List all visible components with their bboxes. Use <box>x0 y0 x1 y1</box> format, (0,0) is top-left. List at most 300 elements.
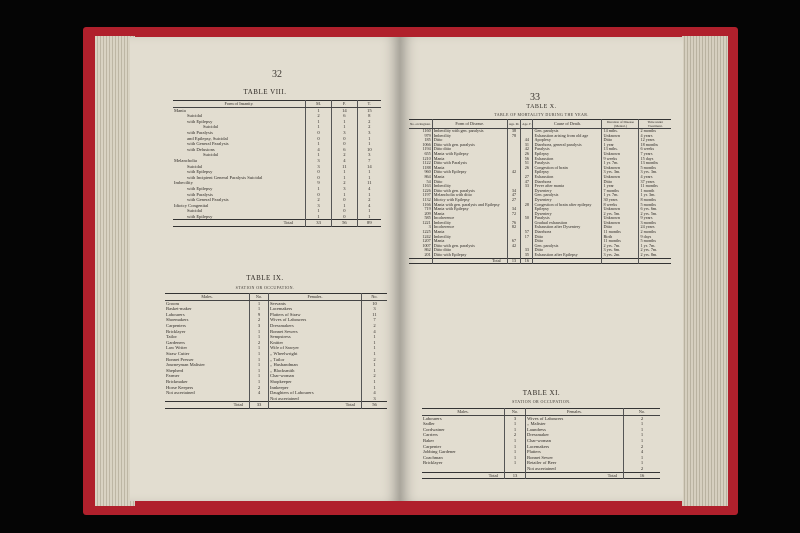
register-number: 1221 <box>422 220 431 225</box>
table9-header: Females. <box>269 294 362 301</box>
table8-total-m: 33 <box>306 220 332 227</box>
table10-header: Time under Treatment. <box>639 120 671 129</box>
count-t: 1 <box>357 141 381 147</box>
table8-total-label: Total <box>283 220 293 226</box>
male-occupation: Horse Keepers <box>166 384 194 390</box>
disease-duration: Unknown <box>602 166 639 171</box>
table11-total-row <box>422 472 660 479</box>
age-f: 26 <box>521 166 533 171</box>
table10-total-row <box>409 258 671 264</box>
table10-body <box>409 129 671 259</box>
age-m: 76 <box>507 221 521 226</box>
register-number: 1197 <box>422 193 431 198</box>
count-m: 3 <box>306 158 332 164</box>
female-count: 1 <box>362 379 388 385</box>
female-count: 4 <box>624 449 661 455</box>
male-count: 4 <box>250 390 269 396</box>
table11-title: TABLE XI. <box>522 389 561 397</box>
treatment-time: 2 yrs. 5m. <box>639 212 671 217</box>
male-count: 2 <box>505 432 526 438</box>
disease-duration: 1 yr. 7m. <box>602 161 639 166</box>
disease-duration: 11 months <box>602 239 639 244</box>
treatment-time: 37 years <box>639 180 671 185</box>
insanity-form: with General Paralysis <box>187 197 229 203</box>
disease-duration: Unknown <box>602 216 639 221</box>
treatment-time: 2 yrs. 7m. <box>639 248 671 253</box>
cause-of-death: Exhaustion arising from old age <box>533 134 602 139</box>
count-t: 1 <box>357 208 381 214</box>
female-count: 1 <box>624 455 661 461</box>
count-t: 2 <box>357 197 381 203</box>
age-f: 33 <box>521 248 533 253</box>
male-occupation: Bricklayer <box>423 460 443 466</box>
insanity-form: Idiotcy Congenital <box>174 202 209 208</box>
female-count: 3 <box>362 396 388 402</box>
count-f: 0 <box>332 214 358 220</box>
female-occupation: Bonnet Sewer <box>526 455 624 461</box>
disease-duration: Ditto <box>602 138 639 143</box>
register-number: 585 <box>424 216 431 221</box>
male-count: 1 <box>250 300 269 306</box>
register-number: 3 <box>428 225 431 230</box>
female-occupation: Retailer of Beer <box>526 460 624 466</box>
count-t: 11 <box>357 180 381 186</box>
count-f: 1 <box>332 119 358 125</box>
male-count: 1 <box>250 345 269 351</box>
insanity-form: Mania <box>174 107 186 113</box>
cause-of-death: Diarrhoea <box>533 180 602 185</box>
female-occupation: ,, Wheelwright <box>269 351 362 357</box>
disease-duration: Unknown <box>602 175 639 180</box>
count-t: 1 <box>357 214 381 220</box>
disease-form: Mania with Epilepsy <box>432 152 507 157</box>
cause-of-death: Congestion of brain <box>533 166 602 171</box>
register-number: 1210 <box>422 156 431 161</box>
disease-duration: 13 mths. <box>602 147 639 152</box>
treatment-time: 12 years <box>639 138 671 143</box>
female-occupation: Char-woman <box>269 373 362 379</box>
treatment-time: 4 years <box>639 175 671 180</box>
count-t: 1 <box>357 169 381 175</box>
count-t: 8 <box>357 113 381 119</box>
table10-header: Age. M. <box>507 120 521 129</box>
disease-duration: Unknown <box>602 207 639 212</box>
male-count: 1 <box>250 334 269 340</box>
table9-male-total: 33 <box>250 402 269 409</box>
count-m: 0 <box>306 175 332 181</box>
register-number: 209 <box>424 211 431 216</box>
table11-body <box>422 415 660 472</box>
register-number: 1207 <box>422 239 431 244</box>
disease-form: Ditto with gen. paralysis <box>432 189 507 194</box>
count-m: 0 <box>306 130 332 136</box>
treatment-time: 1 yr. 7m. <box>639 244 671 249</box>
table11 <box>422 408 660 479</box>
age-f: 44 <box>521 138 533 143</box>
male-count: 9 <box>250 312 269 318</box>
male-occupation: Baker <box>423 437 434 443</box>
male-occupation: Journeyman Maltster <box>166 362 205 368</box>
disease-form: Imbecility <box>432 184 507 189</box>
count-m: 1 <box>306 119 332 125</box>
female-occupation: Shopkeeper <box>269 379 362 385</box>
treatment-time: 8 months <box>639 198 671 203</box>
disease-form: Ditto <box>432 180 507 185</box>
disease-form: Mania <box>432 239 507 244</box>
cause-of-death: Ditto <box>533 235 602 240</box>
count-m: 2 <box>306 113 332 119</box>
register-number: 1225 <box>422 230 431 235</box>
table11-total-label-f: Total <box>526 472 624 479</box>
cause-of-death: Exhaustion <box>533 157 602 162</box>
insanity-form: with Epilepsy <box>187 169 213 175</box>
cause-of-death: Diarrhoea <box>533 230 602 235</box>
age-m: 34 <box>507 207 521 212</box>
female-count: 1 <box>362 345 388 351</box>
male-count: 1 <box>505 449 526 455</box>
count-m: 3 <box>306 164 332 170</box>
register-number: 1242 <box>422 234 431 239</box>
female-count: 1 <box>624 438 661 444</box>
female-occupation: Dressmakers <box>269 323 362 329</box>
female-occupation: Lacemakers <box>526 444 624 450</box>
treatment-time: 2 yrs. 8m. <box>639 253 671 258</box>
count-t: 3 <box>357 130 381 136</box>
female-count: 2 <box>624 466 661 472</box>
age-f: 42 <box>521 147 533 152</box>
insanity-form: with Incipient General Paralysis Suicidal <box>187 174 263 180</box>
treatment-time: 2 months <box>639 129 671 134</box>
disease-form: Ditto ditto <box>432 147 507 152</box>
male-occupation: Law Writer <box>166 345 188 351</box>
right-page <box>400 37 683 501</box>
treatment-time: 24 years <box>639 225 671 230</box>
male-count: 3 <box>505 415 526 421</box>
treatment-time: 5 months <box>639 239 671 244</box>
disease-duration: 9 weeks <box>602 157 639 162</box>
disease-form: Mania <box>432 175 507 180</box>
disease-form: Ditto with gen. paralysis <box>432 244 507 249</box>
count-t: 1 <box>357 175 381 181</box>
count-m: 1 <box>306 208 332 214</box>
male-count: 1 <box>250 373 269 379</box>
male-count: 1 <box>250 357 269 363</box>
age-m: 42 <box>507 170 521 175</box>
insanity-form: with Epilepsy <box>187 213 213 219</box>
female-occupation: Bonnet Sewers <box>269 329 362 335</box>
disease-duration: 11 months <box>602 230 639 235</box>
table10-total-f: 16 <box>521 258 533 264</box>
cause-of-death: Exhaustion <box>533 175 602 180</box>
female-occupation: Wives of Labourers <box>526 415 624 421</box>
male-count: 1 <box>250 329 269 335</box>
age-f: 56 <box>521 157 533 162</box>
disease-form: Mania with gen. paralysis and Epilepsy <box>432 203 507 208</box>
female-occupation: Sempstress <box>269 334 362 340</box>
treatment-time: 4 years <box>639 134 671 139</box>
age-m: 72 <box>507 212 521 217</box>
female-count: 1 <box>362 385 388 391</box>
male-occupation: Basket-maker <box>166 306 192 312</box>
count-f: 1 <box>332 124 358 130</box>
table10-header: Duration of Disease (Mental.) <box>602 120 639 129</box>
count-m: 1 <box>306 107 332 113</box>
count-m: 0 <box>306 192 332 198</box>
register-number: 979 <box>424 133 431 138</box>
disease-form: Mania with Epilepsy <box>432 207 507 212</box>
cause-of-death: Diarrhoea, general paralysis <box>533 143 602 148</box>
cause-of-death: Ditto <box>533 248 602 253</box>
register-number: 185 <box>424 138 431 143</box>
table8-total-t: 89 <box>357 220 381 227</box>
register-number: 1132 <box>422 197 431 202</box>
male-count: 3 <box>250 323 269 329</box>
insanity-form: Suicidal <box>187 113 203 119</box>
treatment-time: 1 yr. 3m. <box>639 193 671 198</box>
count-f: 4 <box>332 158 358 164</box>
treatment-time: 9 days <box>639 235 671 240</box>
male-occupation: Shoemakers <box>166 317 189 323</box>
age-f: 50 <box>521 216 533 221</box>
count-f: 3 <box>332 186 358 192</box>
count-t: 2 <box>357 124 381 130</box>
male-occupation: Labourers <box>423 415 442 421</box>
table10-total-label: Total <box>432 258 507 264</box>
count-f: 6 <box>332 113 358 119</box>
cause-of-death: Gen. paralysis <box>533 129 602 134</box>
table8-header: M. <box>306 101 332 108</box>
cause-of-death: Exhaustion after Epilepsy <box>533 253 602 258</box>
disease-form: Mania <box>432 157 507 162</box>
male-occupation: Carpenters <box>166 322 186 328</box>
count-t: 10 <box>357 147 381 153</box>
table10-header: Form of Disease. <box>432 120 507 129</box>
female-count: 11 <box>362 312 388 318</box>
insanity-form: with General Paralysis <box>187 141 229 147</box>
cause-of-death: Dysentery <box>533 212 602 217</box>
count-m: 3 <box>306 203 332 209</box>
female-count: 1 <box>624 421 661 427</box>
female-count: 2 <box>624 444 661 450</box>
table10-header: Cause of Death. <box>533 120 602 129</box>
table8-header: T. <box>357 101 381 108</box>
count-t: 15 <box>357 107 381 113</box>
cause-of-death: Epilepsy <box>533 207 602 212</box>
male-occupation: Brickmaker <box>166 378 188 384</box>
female-count: 4 <box>362 329 388 335</box>
age-f: 57 <box>521 230 533 235</box>
table10 <box>409 119 671 264</box>
insanity-form: and Epilepsy, Suicidal <box>187 135 228 141</box>
female-count: 1 <box>624 432 661 438</box>
table8-total-row <box>173 220 381 227</box>
age-f: 33 <box>521 184 533 189</box>
disease-form: Imbecility with gen. paralysis <box>432 129 507 134</box>
disease-duration: 3 yrs. 6m. <box>602 248 639 253</box>
insanity-form: with Paralysis <box>187 129 213 135</box>
male-occupation: Labourers <box>166 311 185 317</box>
page-number-left: 32 <box>272 69 282 80</box>
table9-header: Males. <box>165 294 250 301</box>
disease-duration: 2 yrs. 7m. <box>602 244 639 249</box>
male-occupation: Groom <box>166 300 180 306</box>
register-number: 201 <box>424 253 431 258</box>
disease-form: Mania <box>432 166 507 171</box>
table8-title: TABLE VIII. <box>243 88 287 96</box>
insanity-form: with Delusions <box>187 146 215 152</box>
treatment-time: 5 months <box>639 166 671 171</box>
age-m: 78 <box>507 134 521 139</box>
table11-subtitle: STATION OR OCCUPATION. <box>512 399 571 404</box>
age-f: 28 <box>521 203 533 208</box>
count-f: 0 <box>332 197 358 203</box>
treatment-time: 3 yrs. 3m. <box>639 170 671 175</box>
cause-of-death: Paralysis <box>533 161 602 166</box>
female-count: 1 <box>362 362 388 368</box>
count-f: 2 <box>332 180 358 186</box>
male-count: 1 <box>250 306 269 312</box>
insanity-form: Suicidal <box>203 152 219 158</box>
male-occupation: Carpenter <box>423 443 442 449</box>
age-f: 47 <box>521 180 533 185</box>
female-count: 2 <box>362 373 388 379</box>
insanity-form: Melancholia <box>174 157 197 163</box>
insanity-form: Suicidal <box>187 163 203 169</box>
count-t: 2 <box>357 119 381 125</box>
disease-duration: Ditto <box>602 180 639 185</box>
female-count: 2 <box>624 415 661 421</box>
disease-duration: Ditto <box>602 225 639 230</box>
table8-total-f: 56 <box>332 220 358 227</box>
table9-total-label: Total <box>233 402 243 408</box>
count-m: 0 <box>306 169 332 175</box>
female-occupation: Not ascertained <box>526 466 624 472</box>
age-f: 17 <box>521 235 533 240</box>
treatment-time: 5 months <box>639 203 671 208</box>
table9 <box>165 293 387 409</box>
disease-duration: Unknown <box>602 152 639 157</box>
count-t: 4 <box>357 203 381 209</box>
register-number: 1066 <box>422 142 431 147</box>
male-occupation: Gardeners <box>166 339 185 345</box>
male-occupation: Not ascertained <box>166 390 195 396</box>
insanity-form: with Paralysis <box>187 191 213 197</box>
table11-header: Females. <box>526 409 624 416</box>
disease-duration: 8 weeks <box>602 203 639 208</box>
disease-duration: Unknown <box>602 221 639 226</box>
treatment-time: 13 months <box>639 161 671 166</box>
female-occupation: Char-woman <box>526 438 624 444</box>
male-occupation: Tailor <box>166 334 177 340</box>
cause-of-death: Congestion of brain after epilepsy <box>533 203 602 208</box>
female-count: 3 <box>362 306 388 312</box>
age-f: 51 <box>521 161 533 166</box>
disease-form: Melancholia with ditto <box>432 193 507 198</box>
table9-female-total: 56 <box>362 402 388 409</box>
disease-duration: 30 years <box>602 198 639 203</box>
disease-form: Ditto with gen. paralysis <box>432 143 507 148</box>
male-occupation: Bricklayer <box>166 328 186 334</box>
table9-total-row <box>165 402 387 409</box>
male-count: 1 <box>505 460 526 466</box>
count-f: 6 <box>332 147 358 153</box>
register-number: 1160 <box>422 128 431 133</box>
register-number: 960 <box>424 170 431 175</box>
treatment-time: 6 yrs. 6m. <box>639 207 671 212</box>
female-occupation: Platters of Straw <box>269 312 362 318</box>
cause-of-death: Fever after mania <box>533 184 602 189</box>
female-occupation: Platters <box>526 449 624 455</box>
female-count: 1 <box>362 340 388 346</box>
table11-header: No. <box>505 409 526 416</box>
female-occupation: Wives of Labourers <box>269 317 362 323</box>
register-number: 54 <box>426 179 431 184</box>
male-occupation: Coachman <box>423 454 443 460</box>
register-number: 719 <box>424 207 431 212</box>
table9-subtitle: STATION OR OCCUPATION. <box>235 285 295 290</box>
female-occupation: Servants <box>269 300 362 306</box>
disease-form: Imbecility <box>432 134 507 139</box>
count-f: 1 <box>332 192 358 198</box>
count-m: 1 <box>306 152 332 158</box>
table10-header: No. on Register. <box>409 120 432 129</box>
male-occupation: Shepherd <box>166 367 184 373</box>
age-m: 38 <box>507 129 521 134</box>
disease-duration: 1 year <box>602 184 639 189</box>
count-t: 1 <box>357 136 381 142</box>
female-occupation: ,, Tailor <box>269 357 362 363</box>
treatment-time: 11 months <box>639 184 671 189</box>
male-count: 1 <box>505 444 526 450</box>
female-count: 10 <box>362 300 388 306</box>
table9-title: TABLE IX. <box>246 274 284 282</box>
treatment-time: 7 years <box>639 152 671 157</box>
female-occupation: Knitter <box>269 340 362 346</box>
table8-header: F. <box>332 101 358 108</box>
female-occupation: Laundress <box>526 427 624 433</box>
male-count: 1 <box>505 421 526 427</box>
male-count: 2 <box>250 317 269 323</box>
age-m: 34 <box>507 189 521 194</box>
cause-of-death: Ditto <box>533 239 602 244</box>
female-count: 2 <box>362 357 388 363</box>
age-m: 82 <box>507 225 521 230</box>
cause-of-death: Gen. paralysis <box>533 193 602 198</box>
table9-total-label-f: Total <box>269 402 362 409</box>
count-m: 9 <box>306 180 332 186</box>
female-occupation: ,, Husbandman <box>269 362 362 368</box>
count-t: 3 <box>357 152 381 158</box>
register-number: 1226 <box>422 188 431 193</box>
male-count: 1 <box>250 368 269 374</box>
treatment-time: 1 month <box>639 189 671 194</box>
table10-title: TABLE X. <box>526 104 557 110</box>
register-number: 1188 <box>422 165 431 170</box>
age-f: 26 <box>521 152 533 157</box>
cause-of-death: Apoplexy <box>533 138 602 143</box>
female-occupation: ,, Maltster <box>526 421 624 427</box>
female-occupation: Dressmaker <box>526 432 624 438</box>
male-count: 1 <box>505 455 526 461</box>
table11-header: No. <box>624 409 661 416</box>
count-f: 0 <box>332 208 358 214</box>
female-count: 1 <box>624 427 661 433</box>
disease-form: Incoherence <box>432 216 507 221</box>
register-number: 1194 <box>422 147 431 152</box>
count-m: 2 <box>306 197 332 203</box>
count-f: 0 <box>332 141 358 147</box>
disease-form: Idiotcy with Epilepsy <box>432 198 507 203</box>
